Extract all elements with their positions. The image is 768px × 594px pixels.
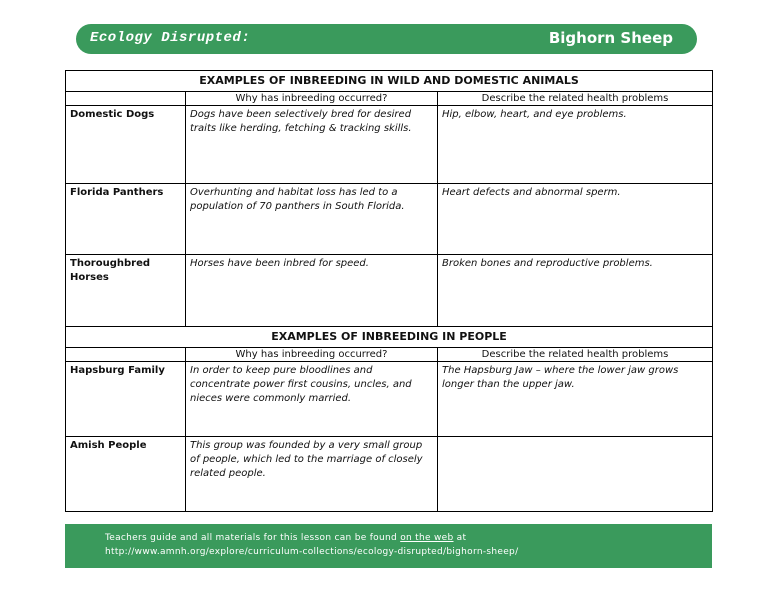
footer-text-after: at — [453, 533, 467, 543]
table-row — [66, 106, 713, 184]
section-header-row — [66, 71, 713, 92]
section-title: EXAMPLES OF INBREEDING IN PEOPLE — [66, 327, 713, 348]
row-name: Thoroughbred Horses — [66, 255, 186, 327]
footer-banner — [65, 524, 712, 568]
column-header-why: Why has inbreeding occurred? — [186, 348, 438, 362]
inbreeding-table — [65, 70, 713, 512]
column-header-blank — [66, 92, 186, 106]
table-row — [66, 437, 713, 512]
footer-text — [105, 531, 518, 559]
footer-url[interactable]: http://www.amnh.org/explore/curriculum-collections/ecology-disrupted/bighorn-sheep/ — [105, 547, 519, 557]
row-name: Domestic Dogs — [66, 106, 186, 184]
row-health: The Hapsburg Jaw – where the lower jaw grows longer than the upper jaw. — [438, 362, 713, 437]
column-header-row — [66, 348, 713, 362]
row-why: Horses have been inbred for speed. — [186, 255, 438, 327]
table-row — [66, 184, 713, 255]
section-title: EXAMPLES OF INBREEDING IN WILD AND DOMESTIC ANIMALS — [66, 71, 713, 92]
row-name: Hapsburg Family — [66, 362, 186, 437]
footer-text-before: Teachers guide and all materials for this lesson can be found — [105, 533, 401, 543]
section-header-row — [66, 327, 713, 348]
row-name: Florida Panthers — [66, 184, 186, 255]
row-why: Overhunting and habitat loss has led to a population of 70 panthers in South Florida. — [186, 184, 438, 255]
column-header-why: Why has inbreeding occurred? — [186, 92, 438, 106]
header-banner — [76, 24, 697, 54]
row-name: Amish People — [66, 437, 186, 512]
footer-web-link[interactable]: on the web — [400, 533, 454, 543]
column-header-row — [66, 92, 713, 106]
column-header-health: Describe the related health problems — [438, 348, 713, 362]
header-lesson-title: Bighorn Sheep — [548, 29, 673, 47]
row-health — [438, 437, 713, 512]
row-health: Broken bones and reproductive problems. — [438, 255, 713, 327]
row-why: This group was founded by a very small group of people, which led to the marriage of closely related people. — [186, 437, 438, 512]
table-row — [66, 362, 713, 437]
table-row — [66, 255, 713, 327]
row-why: Dogs have been selectively bred for desired traits like herding, fetching & tracking skills. — [186, 106, 438, 184]
column-header-blank — [66, 348, 186, 362]
row-health: Heart defects and abnormal sperm. — [438, 184, 713, 255]
header-series-title: Ecology Disrupted: — [90, 30, 251, 46]
row-why: In order to keep pure bloodlines and concentrate power first cousins, uncles, and nieces were commonly married. — [186, 362, 438, 437]
row-health: Hip, elbow, heart, and eye problems. — [438, 106, 713, 184]
column-header-health: Describe the related health problems — [438, 92, 713, 106]
